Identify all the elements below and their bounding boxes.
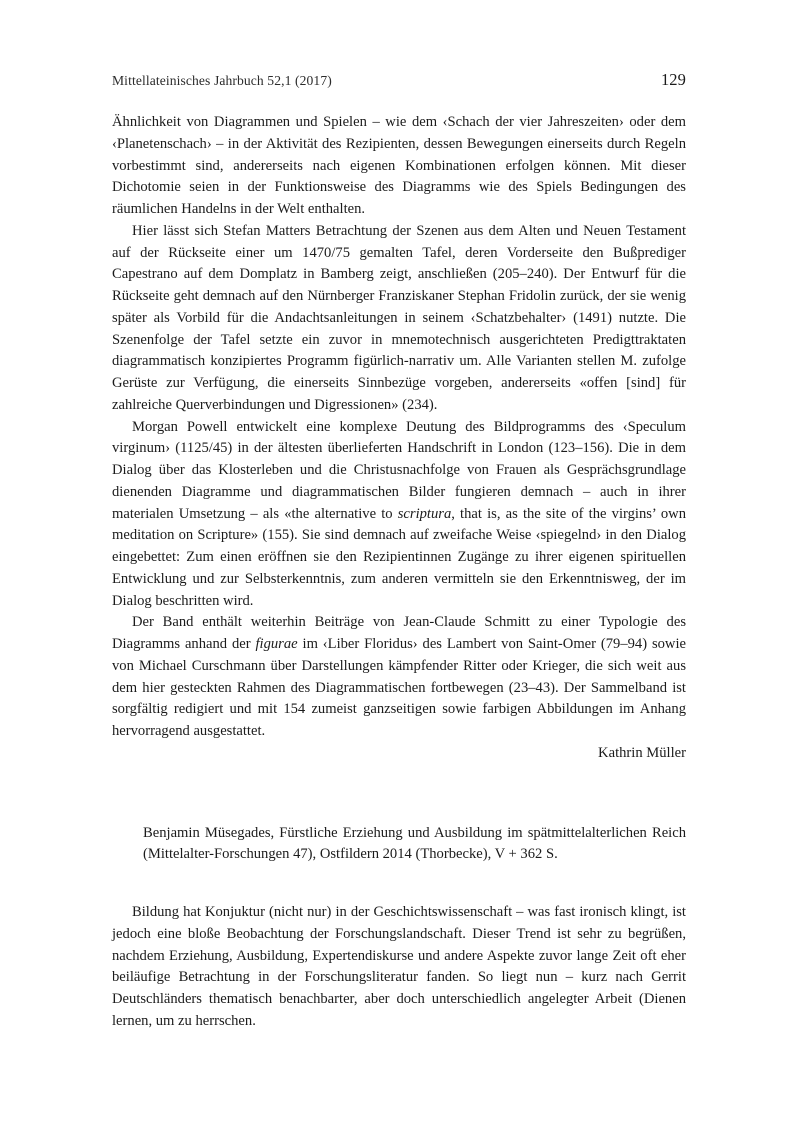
paragraph-matter-capestrano: Hier lässt sich Stefan Matters Betrachtung der Szenen aus dem Alten und Neuen Testament auf der Rückseite einer um 1470/75 gemalten Tafel, deren Vorderseite den Bußprediger Capestrano auf dem Domplatz in Bamberg zeigt, anschließen (205–240). Der Entwurf für die Rückseite geht demnach auf den Nürnberger Franziskaner Stephan Fridolin zurück, der sie wenig später als Vorbild für die Andachtsanleitungen in seinem ‹Schatzbehalter› (1491) nutzte. Die Szenenfolge der Tafel setzte ein zuvor in mnemotechnisch ausgerichteten Predigttraktaten diagrammatisch konzipiertes Programm figürlich-narrativ um. Alle Varianten stellen M. zufolge Gerüste zur Verfügung, die einerseits Sinnbezüge vorgeben, andererseits «offen [sind] für zahlreiche Querverbindungen und Digressionen» (234).	[112, 222, 686, 413]
paragraph-bildung-konjunktur: Bildung hat Konjuktur (nicht nur) in der Geschichtswissenschaft – was fast ironisch klingt, ist jedoch eine bloße Beobachtung der Forschungslandschaft. Dieser Trend ist sehr zu begrüßen, nachdem Erziehung, Ausbildung, Expertendiskurse und andere Aspekte zuvor lange Zeit oft eher beiläufige Betrachtung in der Forschungsliteratur fanden. So liegt nun – kurz nach Gerrit Deutschländers thematisch benachbarter, aber doch unterschiedlich angelegter Arbeit (Dienen lernen, um zu herrschen.	[112, 904, 686, 1029]
main-text-column	[112, 112, 686, 1033]
paragraph-band-beitraege	[112, 612, 686, 743]
powell-text-part-1: Morgan Powell entwickelt eine komplexe Deutung des Bildprogramms des ‹Speculum virginum› (1125/45) in der ältesten überlieferten Handschrift in London (123–156). Die in dem Dialog über das Klosterleben und die Christusnachfolge von Frauen als Gesprächsgrundlage dienenden Diagramme und diagrammatischen Bilder fungieren demnach – auch in ihrer materialen Umsetzung – als «the alternative to	[112, 418, 686, 522]
band-italic-figurae: figurae	[255, 636, 298, 652]
running-head	[112, 70, 686, 90]
citation-body-gap	[112, 866, 686, 902]
section-gap	[112, 765, 686, 823]
book-citation-musegades: Benjamin Müsegades, Fürstliche Erziehung und Ausbildung im spätmittelalterlichen Reich (Mittelalter-Forschungen 47), Ostfildern 2014 (Thorbecke), V + 362 S.	[143, 824, 686, 863]
band-text-part-1: Der Band enthält weiterhin Beiträge von Jean-Claude Schmitt zu einer Typologie des Diagramms anhand der	[112, 614, 686, 652]
paragraph-morgan-powell	[112, 417, 686, 613]
reviewer-signature: Kathrin Müller	[598, 744, 686, 761]
page-number: 129	[660, 70, 686, 89]
running-head-journal-title: Mittellateinisches Jahrbuch 52,1 (2017)	[112, 73, 332, 88]
paragraph-continuation-diagramme-spiele: Ähnlichkeit von Diagrammen und Spielen – wie dem ‹Schach der vier Jahreszeiten› oder dem ‹Planetenschach› – in der Aktivität des Rezipienten, dessen Bewegungen einerseits durch Regeln vorbestimmt sind, andererseits nach eigenen Kombinationen erfolgen können. Mit dieser Dichotomie seien in der Funktionsweise des Diagramms wie des Spiels Bedingungen des räumlichen Handelns in der Welt enthalten.	[112, 114, 686, 217]
powell-text-part-2: , that is, as the site of the virgins’ own meditation on Scripture» (155). Sie sind demnach auf zweifache Weise ‹spiegelnd› in den Dialog eingebettet: Zum einen eröffnen sie den Rezipientinnen Zugänge zu ihrer eigenen spirituellen Entwicklung und zur Selbsterkenntnis, zum anderen vermitteln sie den Erkenntnisweg, der im Dialog beschritten wird.	[112, 505, 687, 609]
band-text-part-2: im ‹Liber Floridus› des Lambert von Saint-Omer (79–94) sowie von Michael Curschmann über Darstellungen kämpfender Ritter oder Krieger, die sich weit aus dem hier gesteckten Rahmen des Diagrammatischen fortbewegen (23–43). Der Sammelband ist sorgfältig redigiert und mit 154 zumeist ganzseitigen sowie farbigen Abbildungen im Anhang hervorragend ausgestattet.	[112, 636, 686, 739]
powell-italic-scriptura: scriptura	[397, 505, 452, 522]
